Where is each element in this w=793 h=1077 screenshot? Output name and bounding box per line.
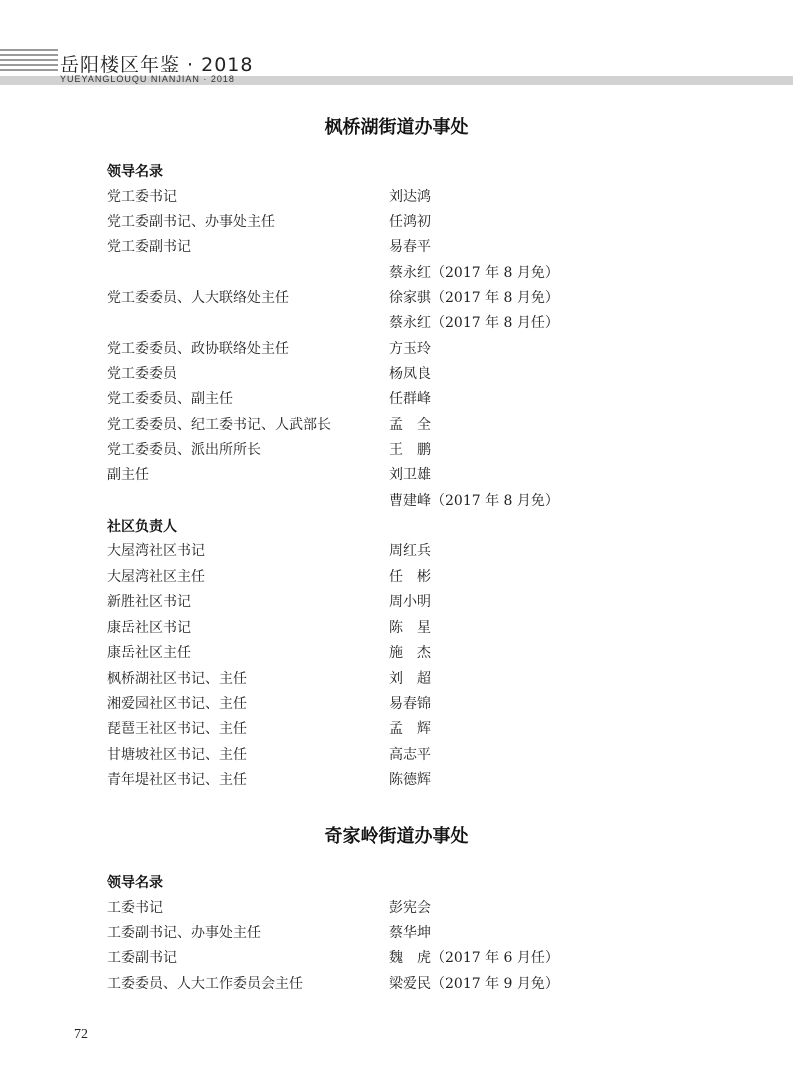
position-title: 副主任 (107, 467, 149, 483)
table-row (0, 464, 793, 489)
position-title: 康岳社区书记 (107, 620, 191, 636)
table-row (0, 769, 793, 794)
yearbook-subtitle: YUEYANGLOUQU NIANJIAN · 2018 (60, 74, 235, 84)
person-name: 方玉玲 (389, 341, 431, 357)
person-name: 刘 超 (389, 671, 431, 687)
person-name: 曹建峰（2017 年 8 月免） (389, 493, 559, 509)
person-name: 蔡永红（2017 年 8 月任） (389, 315, 559, 331)
section-title: 奇家岭街道办事处 (324, 826, 469, 847)
section-title: 枫桥湖街道办事处 (324, 117, 469, 138)
yearbook-title: 岳阳楼区年鉴 · 2018 (60, 54, 254, 76)
position-title: 党工委委员、纪工委书记、人武部长 (107, 417, 331, 433)
person-name: 魏 虎（2017 年 6 月任） (389, 950, 559, 966)
person-name: 蔡永红（2017 年 8 月免） (389, 265, 559, 281)
position-title: 大屋湾社区主任 (107, 569, 205, 585)
position-title: 工委副书记 (107, 950, 177, 966)
table-row (0, 718, 793, 743)
table-row (0, 744, 793, 769)
person-name: 任群峰 (389, 391, 431, 407)
position-title: 党工委副书记 (107, 239, 191, 255)
position-title: 琵琶王社区书记、主任 (107, 721, 247, 737)
position-title: 康岳社区主任 (107, 645, 191, 661)
person-name: 蔡华坤 (389, 925, 431, 941)
person-name: 彭宪会 (389, 900, 431, 916)
position-title: 党工委副书记、办事处主任 (107, 214, 275, 230)
person-name: 杨凤良 (389, 366, 431, 382)
person-name: 刘卫雄 (389, 467, 431, 483)
person-name: 易春平 (389, 239, 431, 255)
position-title: 党工委书记 (107, 189, 177, 205)
group-heading-community: 社区负责人 (107, 519, 177, 535)
person-name: 周红兵 (389, 543, 431, 559)
table-row (0, 947, 793, 972)
table-row (0, 668, 793, 693)
position-title: 党工委委员、派出所所长 (107, 442, 261, 458)
table-row (0, 642, 793, 667)
page-number: 72 (74, 1027, 88, 1042)
table-row (0, 439, 793, 464)
person-name: 孟 全 (389, 417, 431, 433)
position-title: 党工委委员 (107, 366, 177, 382)
position-title: 工委副书记、办事处主任 (107, 925, 261, 941)
table-row (0, 617, 793, 642)
person-name: 任鸿初 (389, 214, 431, 230)
table-row (0, 388, 793, 413)
position-title: 工委书记 (107, 900, 163, 916)
table-row (0, 363, 793, 388)
position-title: 党工委委员、人大联络处主任 (107, 290, 289, 306)
table-row (0, 287, 793, 312)
person-name: 孟 辉 (389, 721, 431, 737)
position-title: 党工委委员、政协联络处主任 (107, 341, 289, 357)
group-heading-leaders: 领导名录 (107, 875, 163, 891)
person-name: 易春锦 (389, 696, 431, 712)
table-row (0, 211, 793, 236)
position-title: 青年堤社区书记、主任 (107, 772, 247, 788)
header-stripe (0, 69, 58, 71)
person-name: 梁爱民（2017 年 9 月免） (389, 976, 559, 992)
person-name: 陈德辉 (389, 772, 431, 788)
position-title: 新胜社区书记 (107, 594, 191, 610)
group-heading-leaders: 领导名录 (107, 164, 163, 180)
table-row (0, 566, 793, 591)
person-name: 任 彬 (389, 569, 431, 585)
header-stripe (0, 54, 58, 56)
position-title: 大屋湾社区书记 (107, 543, 205, 559)
header-stripe (0, 64, 58, 66)
table-row (0, 922, 793, 947)
person-name: 刘达鸿 (389, 189, 431, 205)
table-row (0, 693, 793, 718)
table-row (0, 338, 793, 363)
person-name: 周小明 (389, 594, 431, 610)
table-row (0, 312, 793, 337)
table-row (0, 236, 793, 261)
person-name: 王 鹏 (389, 442, 431, 458)
person-name: 徐家骐（2017 年 8 月免） (389, 290, 559, 306)
position-title: 枫桥湖社区书记、主任 (107, 671, 247, 687)
table-row (0, 414, 793, 439)
position-title: 甘塘坡社区书记、主任 (107, 747, 247, 763)
person-name: 施 杰 (389, 645, 431, 661)
person-name: 高志平 (389, 747, 431, 763)
page-header (0, 0, 793, 95)
table-row (0, 540, 793, 565)
position-title: 工委委员、人大工作委员会主任 (107, 976, 303, 992)
position-title: 湘爱园社区书记、主任 (107, 696, 247, 712)
position-title: 党工委委员、副主任 (107, 391, 233, 407)
table-row (0, 262, 793, 287)
table-row (0, 591, 793, 616)
table-row (0, 490, 793, 515)
person-name: 陈 星 (389, 620, 431, 636)
header-stripe (0, 49, 58, 51)
table-row (0, 186, 793, 211)
table-row (0, 897, 793, 922)
header-stripe (0, 59, 58, 61)
table-row (0, 973, 793, 998)
